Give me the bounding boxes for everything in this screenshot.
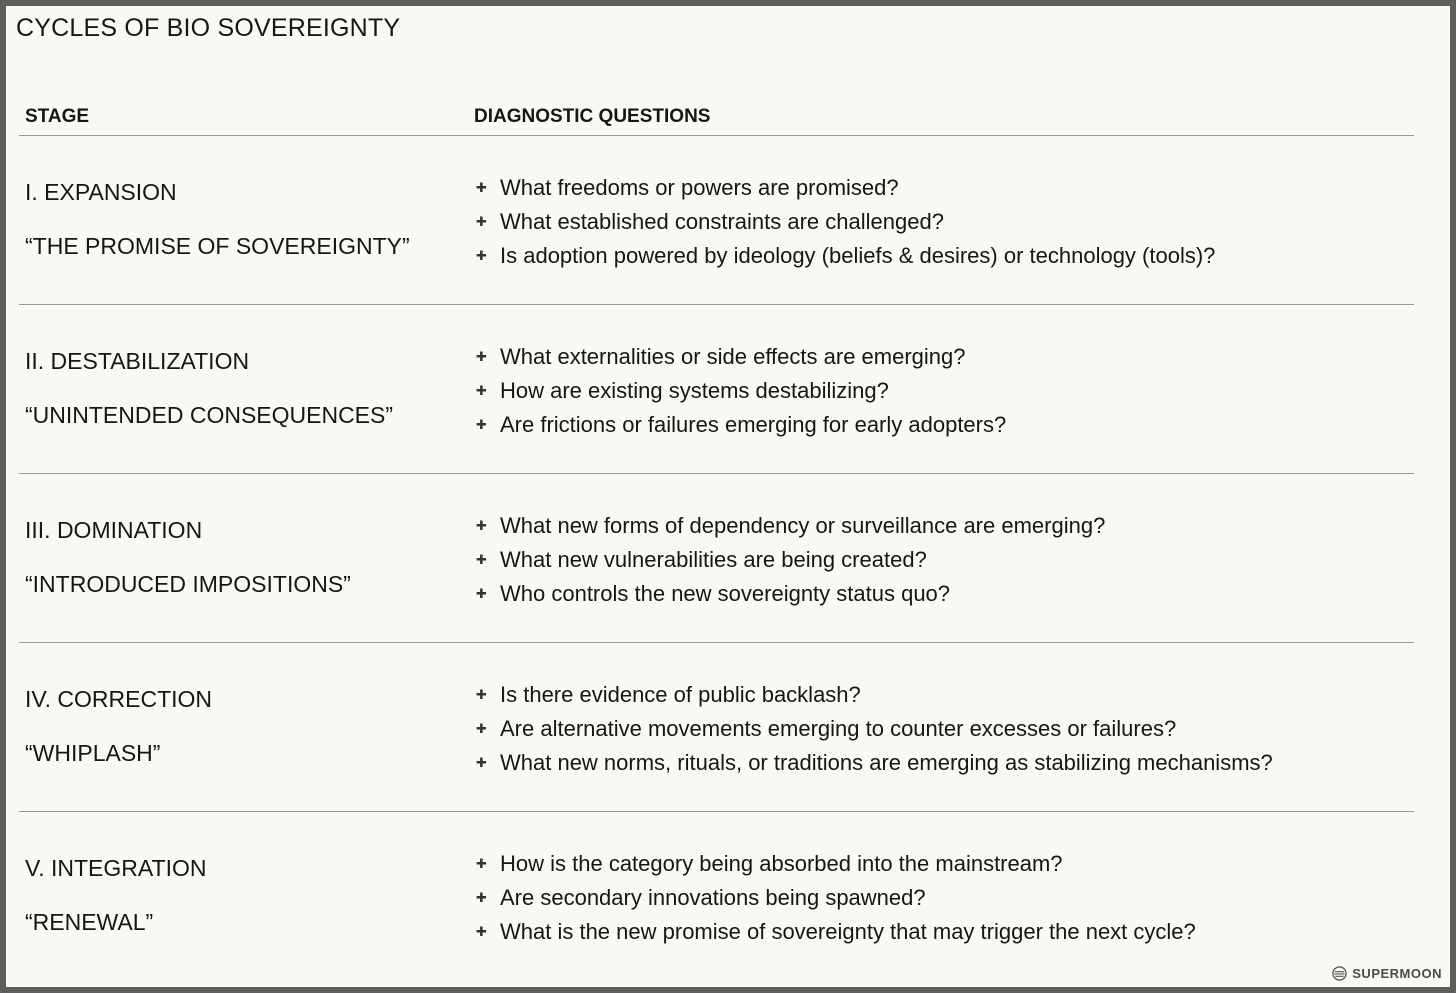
question-item (476, 746, 1273, 780)
question-item (476, 543, 1105, 577)
stage-name: II. DESTABILIZATION (25, 348, 250, 374)
stage-row-destabilization (6, 305, 1446, 474)
cross-bullet-icon: ✚ (476, 518, 487, 533)
stage-column-header: STAGE (25, 106, 90, 127)
stage-row-correction (6, 643, 1446, 812)
question-list (476, 847, 1196, 949)
question-text: What new forms of dependency or surveillance are emerging? (500, 513, 1106, 538)
question-item (476, 340, 1006, 374)
cross-bullet-icon: ✚ (476, 417, 487, 432)
stage-name: V. INTEGRATION (25, 855, 207, 881)
question-text: How are existing systems destabilizing? (500, 378, 889, 403)
stage-subtitle: “THE PROMISE OF SOVEREIGNTY” (25, 233, 410, 259)
question-text: Who controls the new sovereignty status quo? (500, 581, 951, 606)
question-item (476, 509, 1105, 543)
question-text: Is adoption powered by ideology (beliefs & desires) or technology (tools)? (500, 243, 1216, 268)
question-list (476, 678, 1273, 780)
stage-subtitle: “WHIPLASH” (25, 740, 161, 766)
question-list (476, 171, 1215, 273)
cross-bullet-icon: ✚ (476, 755, 487, 770)
question-text: What freedoms or powers are promised? (500, 175, 899, 200)
cross-bullet-icon: ✚ (476, 856, 487, 871)
logo-text: SUPERMOON (1352, 966, 1442, 981)
stage-name: III. DOMINATION (25, 517, 203, 543)
stage-subtitle: “INTRODUCED IMPOSITIONS” (25, 571, 351, 597)
questions-column-header: DIAGNOSTIC QUESTIONS (474, 106, 711, 127)
cross-bullet-icon: ✚ (476, 687, 487, 702)
question-item (476, 712, 1273, 746)
question-list (476, 340, 1006, 442)
question-text: What new norms, rituals, or traditions are emerging as stabilizing mechanisms? (500, 750, 1273, 775)
question-item (476, 577, 1105, 611)
stage-row-integration (6, 812, 1446, 981)
cross-bullet-icon: ✚ (476, 890, 487, 905)
question-text: How is the category being absorbed into the mainstream? (500, 851, 1063, 876)
cross-bullet-icon: ✚ (476, 180, 487, 195)
stage-name: IV. CORRECTION (25, 686, 213, 712)
cross-bullet-icon: ✚ (476, 383, 487, 398)
question-item (476, 374, 1006, 408)
question-item (476, 915, 1196, 949)
cross-bullet-icon: ✚ (476, 552, 487, 567)
question-text: Are alternative movements emerging to counter excesses or failures? (500, 716, 1177, 741)
question-item (476, 881, 1196, 915)
question-text: What is the new promise of sovereignty that may trigger the next cycle? (500, 919, 1196, 944)
question-list (476, 509, 1105, 611)
question-item (476, 408, 1006, 442)
stage-row-expansion (6, 136, 1446, 305)
question-item (476, 239, 1215, 273)
cross-bullet-icon: ✚ (476, 214, 487, 229)
stage-row-domination (6, 474, 1446, 643)
question-text: What established constraints are challenged? (500, 209, 944, 234)
question-item (476, 171, 1215, 205)
question-item (476, 678, 1273, 712)
supermoon-logo-icon (1332, 966, 1347, 981)
question-text: What new vulnerabilities are being created? (500, 547, 927, 572)
question-text: Are secondary innovations being spawned? (500, 885, 926, 910)
supermoon-logo (1332, 966, 1442, 981)
question-text: Are frictions or failures emerging for early adopters? (500, 412, 1007, 437)
stage-subtitle: “UNINTENDED CONSEQUENCES” (25, 402, 394, 428)
question-item (476, 847, 1196, 881)
question-item (476, 205, 1215, 239)
stage-subtitle: “RENEWAL” (25, 909, 154, 935)
cross-bullet-icon: ✚ (476, 248, 487, 263)
cross-bullet-icon: ✚ (476, 924, 487, 939)
question-text: What externalities or side effects are emerging? (500, 344, 966, 369)
stage-name: I. EXPANSION (25, 179, 177, 205)
question-text: Is there evidence of public backlash? (500, 682, 861, 707)
cross-bullet-icon: ✚ (476, 349, 487, 364)
cross-bullet-icon: ✚ (476, 586, 487, 601)
cross-bullet-icon: ✚ (476, 721, 487, 736)
page-title: CYCLES OF BIO SOVEREIGNTY (16, 14, 401, 42)
